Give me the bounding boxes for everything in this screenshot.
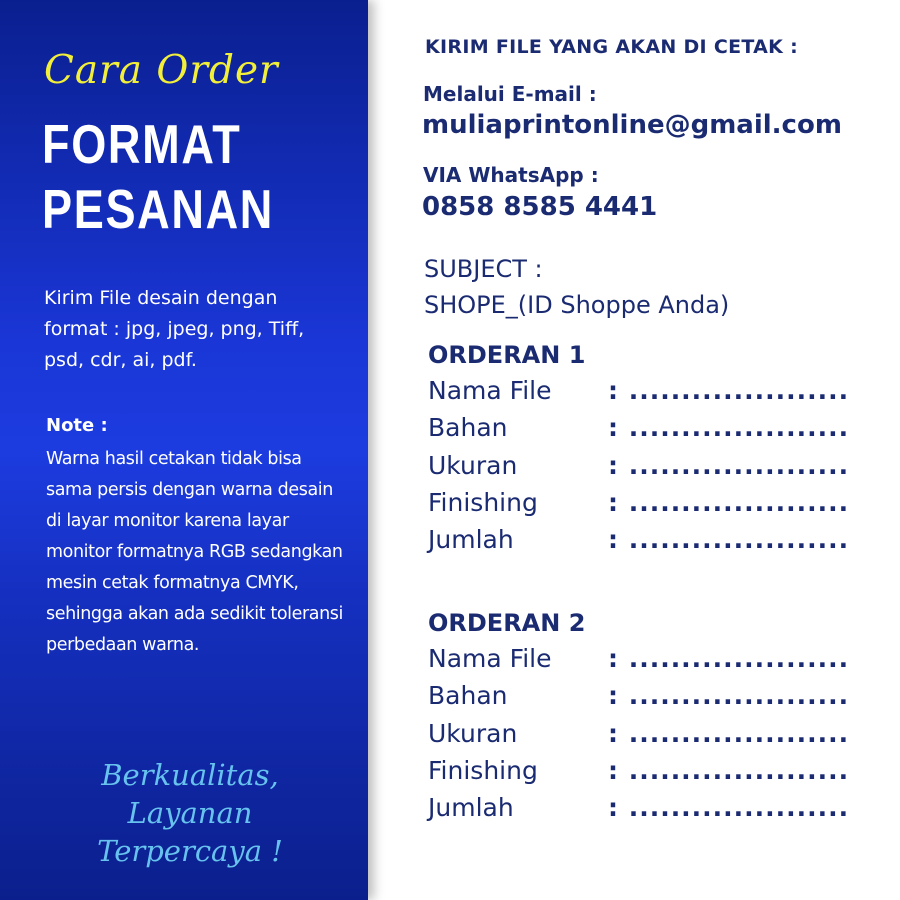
field-label: Finishing (428, 755, 538, 785)
field-label: Jumlah (428, 525, 514, 555)
whatsapp-number: 0858 8585 4441 (422, 192, 658, 222)
order-field-row (428, 752, 848, 789)
field-label: Ukuran (428, 718, 518, 748)
order-field-row (428, 677, 848, 714)
order-field-row (428, 521, 848, 558)
field-label: Jumlah (428, 793, 514, 823)
field-label: Nama File (428, 376, 552, 405)
field-label: Finishing (428, 487, 538, 517)
field-blank: : ..................... (608, 793, 850, 823)
headline-format: FORMAT (42, 113, 242, 175)
order-field-row (428, 409, 848, 446)
file-format-info: Kirim File desain dengan format : jpg, jpeg, png, Tiff, psd, cdr, ai, pdf. (44, 287, 305, 371)
order-field-row (428, 789, 848, 826)
email-label: Melalui E-mail : (423, 82, 597, 106)
send-file-title: KIRIM FILE YANG AKAN DI CETAK : (425, 36, 798, 58)
order-field-row (428, 484, 848, 521)
headline-pesanan: PESANAN (42, 178, 275, 240)
field-blank: : ..................... (608, 718, 850, 748)
field-blank: : ..................... (608, 755, 850, 785)
note-text: Warna hasil cetakan tidak bisa sama persis dengan warna desain di layar monitor karena layar monitor formatnya RGB sedangkan mesin cetak formatnya CMYK, sehingga akan ada sedikit toleransi perbedaan warna. (46, 449, 343, 655)
tagline-line-2: Terpercaya ! (97, 834, 283, 868)
field-blank: : ..................... (608, 413, 850, 443)
order-field-row (428, 447, 848, 484)
field-blank: : ..................... (608, 525, 850, 555)
whatsapp-label: VIA WhatsApp : (423, 163, 599, 187)
field-label: Bahan (428, 413, 508, 443)
field-blank: : ..................... (608, 487, 850, 517)
subject-label: SUBJECT : (424, 255, 543, 283)
note-label: Note : (46, 415, 108, 436)
email-address: muliaprintonline@gmail.com (422, 110, 842, 140)
tagline (40, 756, 340, 870)
order-field-row (428, 715, 848, 752)
order-field-row (428, 372, 848, 409)
field-blank: : ..................... (608, 681, 850, 711)
field-blank: : ..................... (608, 450, 850, 480)
order-title: ORDERAN 2 (428, 609, 586, 637)
field-label: Bahan (428, 681, 508, 711)
subject-value: SHOPE_(ID Shoppe Anda) (424, 291, 730, 319)
tagline-line-1: Berkualitas, Layanan (101, 758, 279, 830)
cara-order-script-title: Cara Order (44, 48, 279, 93)
order-field-row (428, 640, 848, 677)
left-info-panel (0, 0, 368, 900)
field-blank: : ..................... (608, 644, 850, 673)
order-title: ORDERAN 1 (428, 341, 586, 369)
field-blank: : ..................... (608, 376, 850, 405)
order-form-2 (428, 606, 848, 826)
field-label: Ukuran (428, 450, 518, 480)
field-label: Nama File (428, 644, 552, 673)
order-form-1 (428, 338, 848, 558)
